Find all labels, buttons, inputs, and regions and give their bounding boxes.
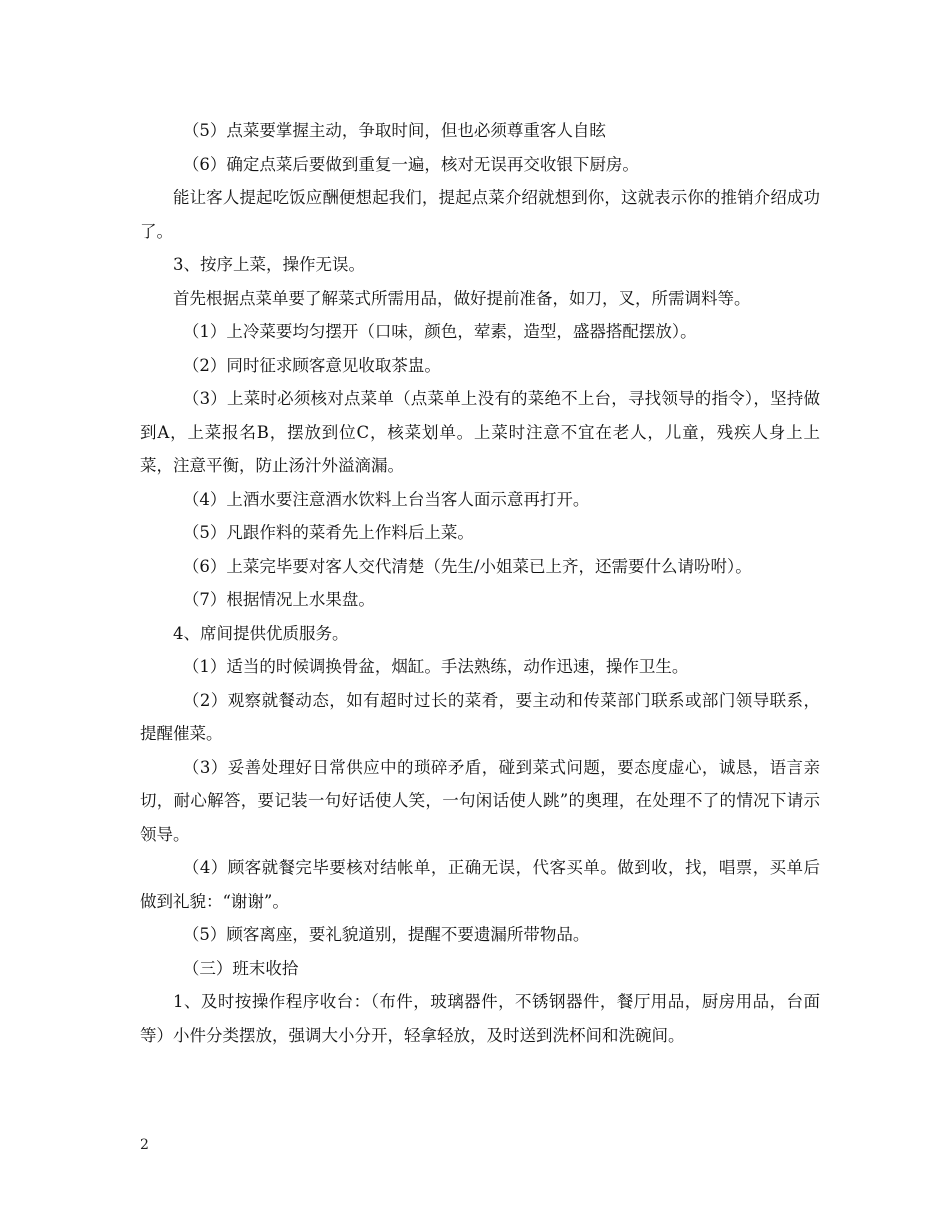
section-heading: 4、席间提供优质服务。 xyxy=(173,623,349,643)
list-item: （4）顾客就餐完毕要核对结帐单，正确无误，代客买单。做到收，找，唱票，买单后做到礼貌：“谢谢”。 xyxy=(140,858,820,911)
list-item: （5）凡跟作料的菜肴先上作料后上菜。 xyxy=(182,523,474,542)
paragraph: 能让客人提起吃饭应酬便想起我们，提起点菜介绍就想到你，这就表示你的推销介绍成功了。 xyxy=(140,188,820,241)
list-item: （4）上酒水要注意酒水饮料上台当客人面示意再打开。 xyxy=(182,489,590,509)
paragraph: 1、及时按操作程序收台：（布件，玻璃器件，不锈钢器件，餐厅用品，厨房用品，台面等）小件分类摆放，强调大小分开，轻拿轻放，及时送到洗杯间和洗碗间。 xyxy=(140,992,820,1045)
paragraph: （5）点菜要掌握主动，争取时间，但也必须尊重客人自眩 xyxy=(182,121,606,140)
list-item: （3）上菜时必须核对点菜单（点菜单上没有的菜绝不上台，寻找领导的指令），坚持做到A，上菜报名B，摆放到位C，核菜划单。上菜时注意不宜在老人，儿童，残疾人身上上菜，注意平衡，防止汤汁外溢滴漏。 xyxy=(140,389,820,475)
list-item: （1）上冷菜要均匀摆开（口味，颜色，荤素，造型，盛器搭配摆放）。 xyxy=(182,322,697,341)
page-number: 2 xyxy=(140,1137,149,1153)
list-item: （7）根据情况上水果盘。 xyxy=(182,590,375,609)
list-item: （3）妥善处理好日常供应中的琐碎矛盾，碰到菜式问题，要态度虚心，诚恳，语言亲切，耐心解答，要记装一句好话使人笑，一句闲话使人跳”的奥理，在处理不了的情况下请示领导。 xyxy=(140,757,820,844)
document-body xyxy=(140,114,820,1052)
paragraph: 首先根据点菜单要了解菜式所需用品，做好提前准备，如刀，叉，所需调料等。 xyxy=(173,288,751,308)
section-heading: 3、按序上菜，操作无误。 xyxy=(173,255,365,274)
list-item: （6）上菜完毕要对客人交代清楚（先生/小姐菜已上齐，还需要什么请吩咐）。 xyxy=(182,556,752,576)
list-item: （2）观察就餐动态，如有超时过长的菜肴，要主动和传菜部门联系或部门领导联系，提醒催菜。 xyxy=(140,690,820,743)
paragraph: （6）确定点菜后要做到重复一遍，核对无误再交收银下厨房。 xyxy=(182,154,639,174)
list-item: （5）顾客离座，要礼貌道别，提醒不要遗漏所带物品。 xyxy=(182,925,590,944)
section-heading: （三）班末收拾 xyxy=(182,958,299,978)
list-item: （1）适当的时候调换骨盆，烟缸。手法熟练，动作迅速，操作卫生。 xyxy=(182,657,689,676)
list-item: （2）同时征求顾客意见收取茶盅。 xyxy=(182,355,441,375)
